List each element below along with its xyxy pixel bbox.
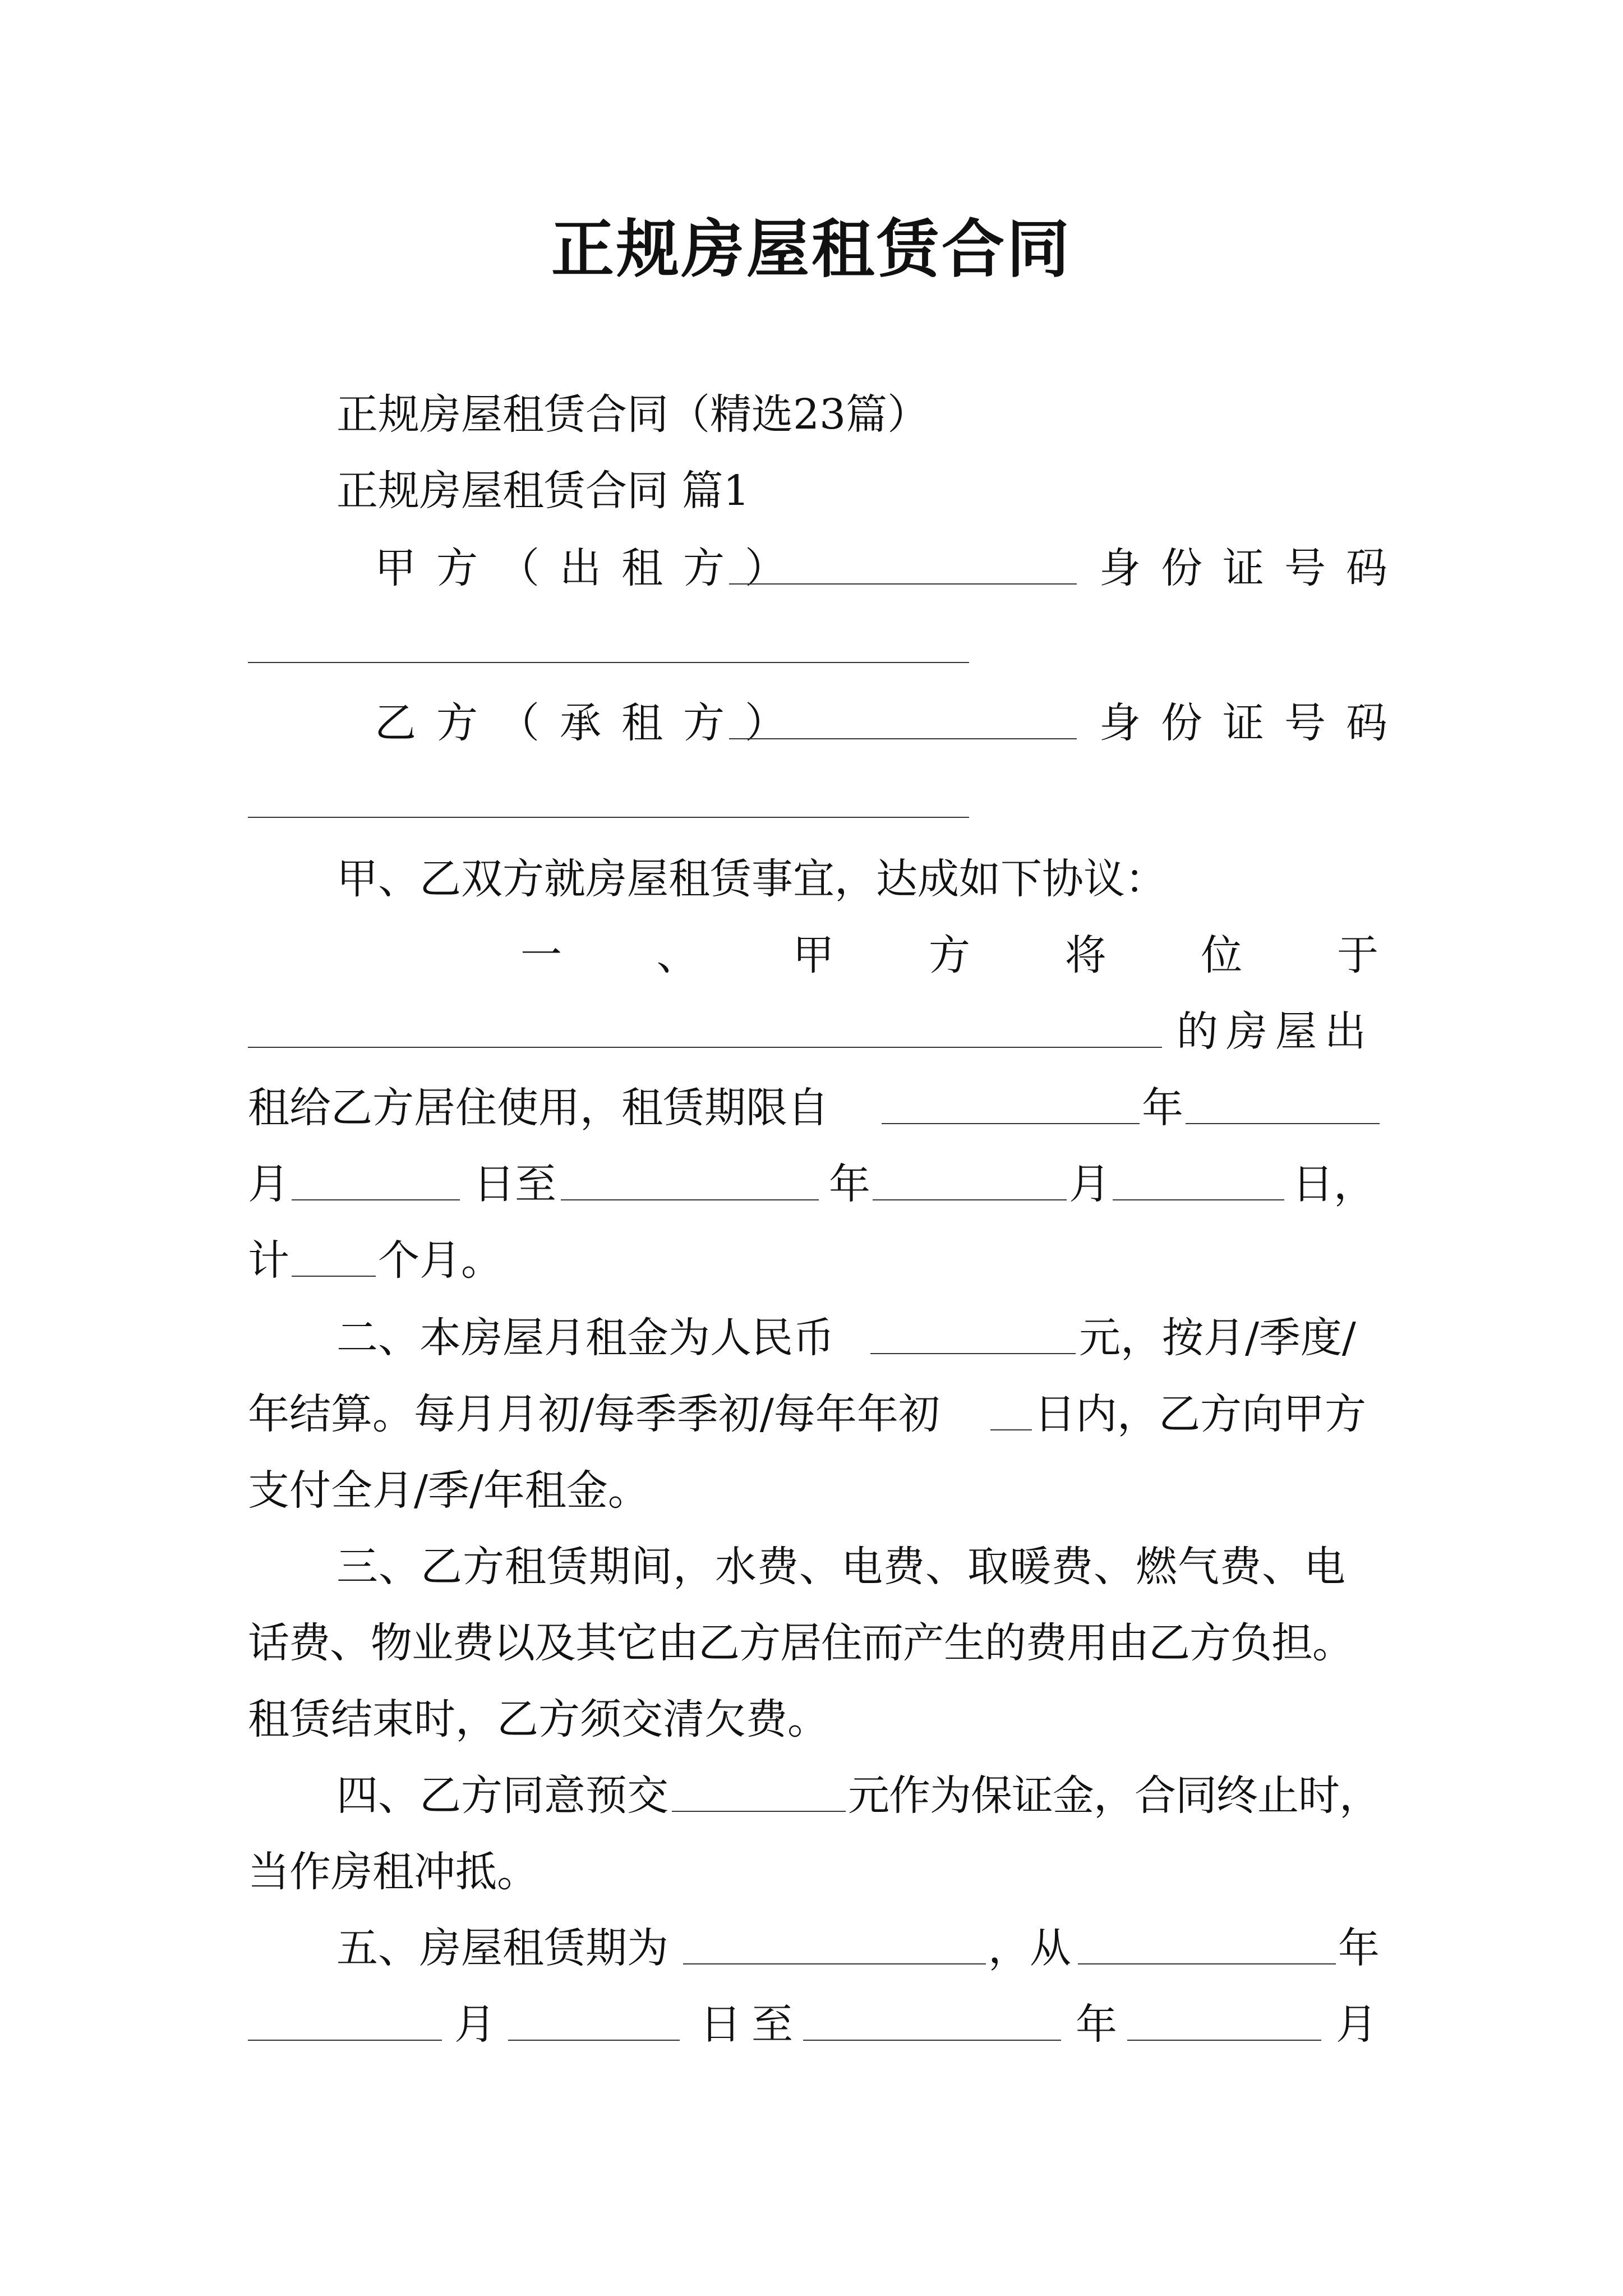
clause2-prefix: 二、本房屋月租金为人民币	[336, 1314, 834, 1362]
party-a-id-label: 身份证号码	[1099, 544, 1408, 592]
clause3-line1: 三、乙方租赁期间，水费、电费、取暖费、燃气费、电	[336, 1543, 1346, 1591]
clause1-line3-text: 租给乙方居住使用，租赁期限自	[248, 1084, 829, 1132]
clause4-line2: 当作房租冲抵。	[248, 1848, 538, 1896]
party-a-name-blank	[729, 583, 1077, 585]
clause2-line2a: 年结算。每月月初/每季季初/每年年初	[248, 1390, 940, 1438]
total-months-blank	[292, 1276, 376, 1277]
clause5-start-day-blank	[508, 2040, 680, 2041]
clause3-line2: 话费、物业费以及其它由乙方居住而产生的费用由乙方负担。	[248, 1619, 1353, 1667]
party-b-label: 乙方（承租方）	[375, 699, 806, 747]
deposit-blank	[672, 1811, 846, 1812]
month-label: 月	[1069, 1160, 1110, 1208]
clause1-char: 将	[1064, 931, 1106, 979]
payment-day-blank	[990, 1429, 1032, 1430]
clause5-start-month-blank	[248, 2040, 442, 2041]
party-b-id-label: 身份证号码	[1099, 699, 1408, 747]
total-label: 计	[248, 1236, 289, 1285]
month-label: 月	[454, 2000, 496, 2049]
house-address-blank	[248, 1047, 1162, 1048]
end-day-blank	[1113, 1199, 1284, 1200]
lease-term-blank	[683, 1963, 986, 1964]
clause1-char: 一	[520, 931, 562, 979]
document-subtitle: 正规房屋租赁合同（精选23篇）	[336, 390, 929, 439]
end-month-blank	[873, 1199, 1067, 1200]
monthly-rent-blank	[870, 1353, 1076, 1354]
year-label: 年	[1076, 2000, 1117, 2049]
clause1-line1	[520, 931, 1378, 979]
day-to-label: 日至	[473, 1160, 556, 1208]
start-day-blank	[292, 1199, 460, 1200]
intro-text: 甲、乙双方就房屋租赁事宜，达成如下协议：	[336, 855, 1166, 903]
clause5-end-month-blank	[1127, 2040, 1321, 2041]
year-label: 年	[1142, 1084, 1183, 1132]
day-to-label: 日至	[700, 2000, 803, 2049]
clause1-char: 甲	[792, 931, 834, 979]
clause1-char: 方	[928, 931, 970, 979]
month-label: 月	[248, 1160, 289, 1208]
clause1-char: 于	[1336, 931, 1378, 979]
clause1-char: 、	[656, 931, 698, 979]
document-title: 正规房屋租赁合同	[551, 213, 1072, 286]
party-b-id-blank	[248, 817, 969, 818]
clause4-prefix: 四、乙方同意预交	[336, 1772, 668, 1820]
clause5-from: ，从	[988, 1924, 1071, 1972]
party-a-label: 甲方（出租方）	[375, 544, 806, 592]
clause2-line3: 支付全月/季/年租金。	[248, 1466, 649, 1515]
year-label: 年	[829, 1160, 870, 1208]
house-out-text: 的房屋出	[1177, 1007, 1374, 1056]
clause5-end-year-blank	[803, 2040, 1061, 2041]
start-year-blank	[882, 1123, 1140, 1124]
party-b-name-blank	[729, 738, 1077, 739]
end-year-blank	[561, 1199, 819, 1200]
party-a-id-blank	[248, 662, 969, 663]
month-label: 月	[1336, 2000, 1377, 2049]
day-end-label: 日，	[1292, 1160, 1375, 1208]
clause3-line3: 租赁结束时，乙方须交清欠费。	[248, 1695, 829, 1743]
clause2-suffix: 元，按月/季度/	[1079, 1314, 1356, 1362]
clause5-start-year-blank	[1078, 1963, 1336, 1964]
clause5-prefix: 五、房屋租赁期为	[336, 1924, 668, 1972]
year-label: 年	[1338, 1924, 1380, 1972]
months-suffix: 个月。	[378, 1236, 502, 1285]
clause2-line2b: 日内，乙方向甲方	[1034, 1390, 1366, 1438]
start-month-blank	[1186, 1123, 1380, 1124]
clause1-char: 位	[1201, 931, 1243, 979]
section-heading: 正规房屋租赁合同 篇1	[336, 467, 750, 515]
clause4-suffix: 元作为保证金，合同终止时，	[848, 1772, 1380, 1820]
